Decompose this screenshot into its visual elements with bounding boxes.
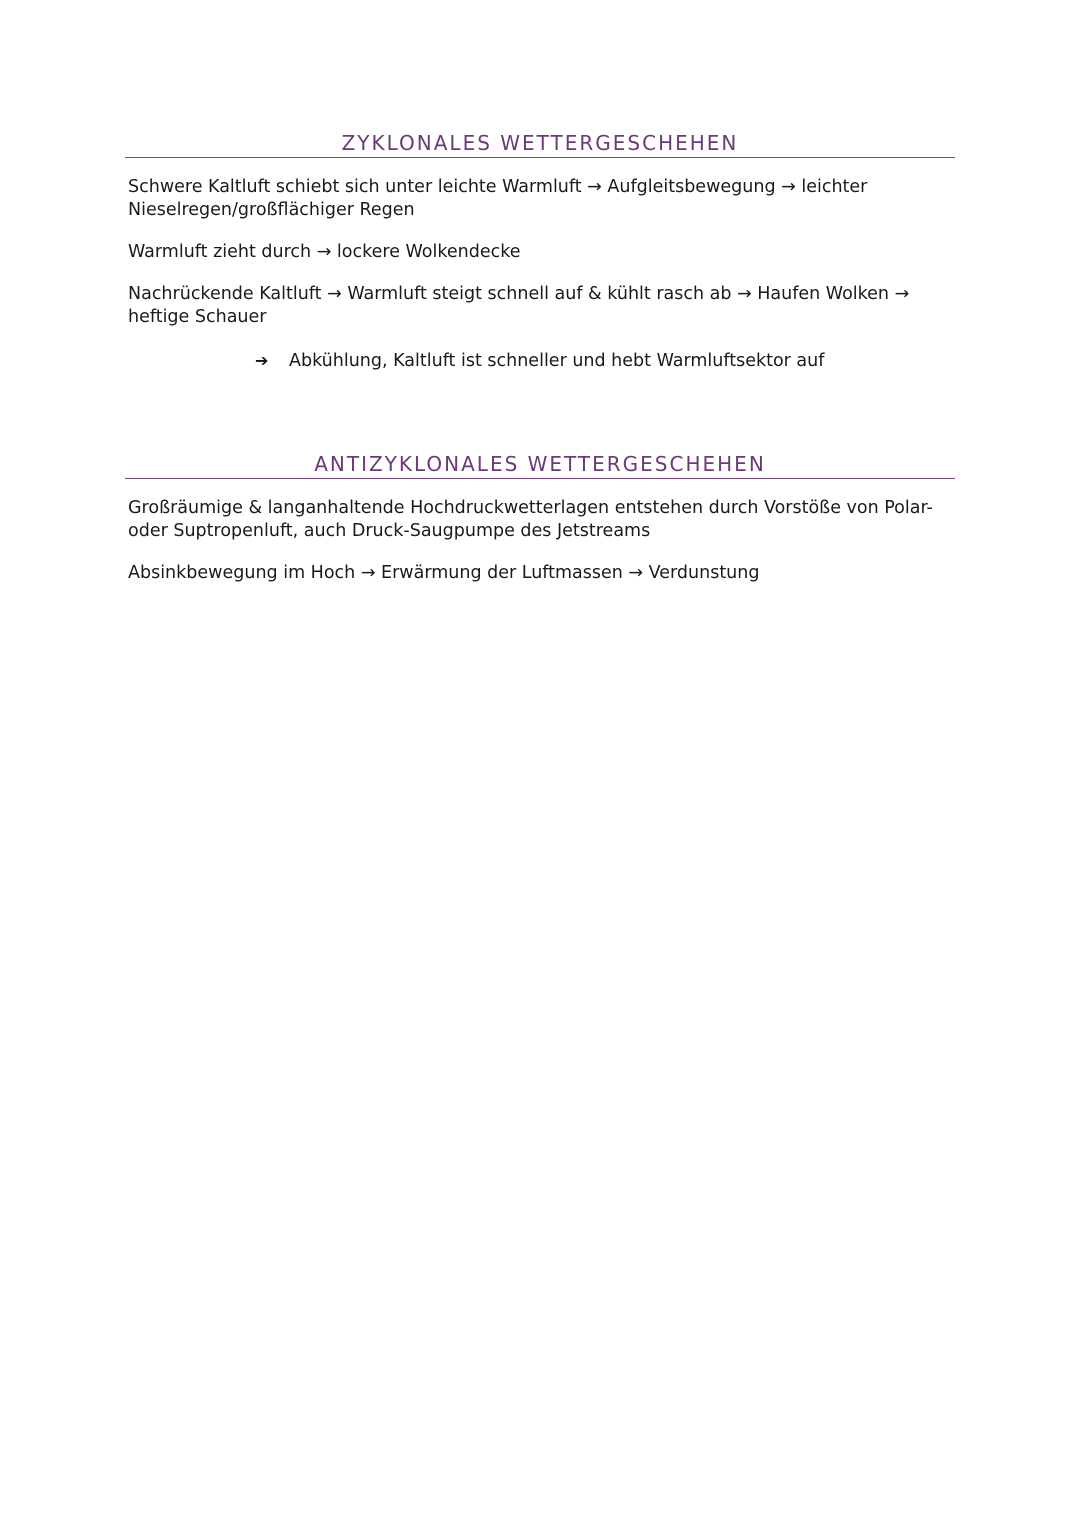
paragraph: Warmluft zieht durch → lockere Wolkendecke [128,242,521,262]
paragraph: Schwere Kaltluft schiebt sich unter leichte Warmluft → Aufgleitsbewegung → leichter Nieselregen/großflächiger Regen [128,177,868,220]
section-heading: ANTIZYKLONALES WETTERGESCHEHEN [125,451,955,479]
paragraph: Absinkbewegung im Hoch → Erwärmung der Luftmassen → Verdunstung [128,563,760,583]
paragraph: Nachrückende Kaltluft → Warmluft steigt schnell auf & kühlt rasch ab → Haufen Wolken → heftige Schauer [128,284,910,327]
section-antizyklonal [125,451,955,585]
bullet-text: Abkühlung, Kaltluft ist schneller und hebt Warmluftsektor auf [289,351,825,371]
conclusion-bullet [255,349,955,373]
arrow-bullet-icon: ➔ [255,351,269,370]
section-heading: ZYKLONALES WETTERGESCHEHEN [125,130,955,158]
section-zyklonal [125,130,955,373]
paragraph: Großräumige & langanhaltende Hochdruckwetterlagen entstehen durch Vorstöße von Polar- oder Suptropenluft, auch Druck-Saugpumpe des Jetstreams [128,498,933,541]
